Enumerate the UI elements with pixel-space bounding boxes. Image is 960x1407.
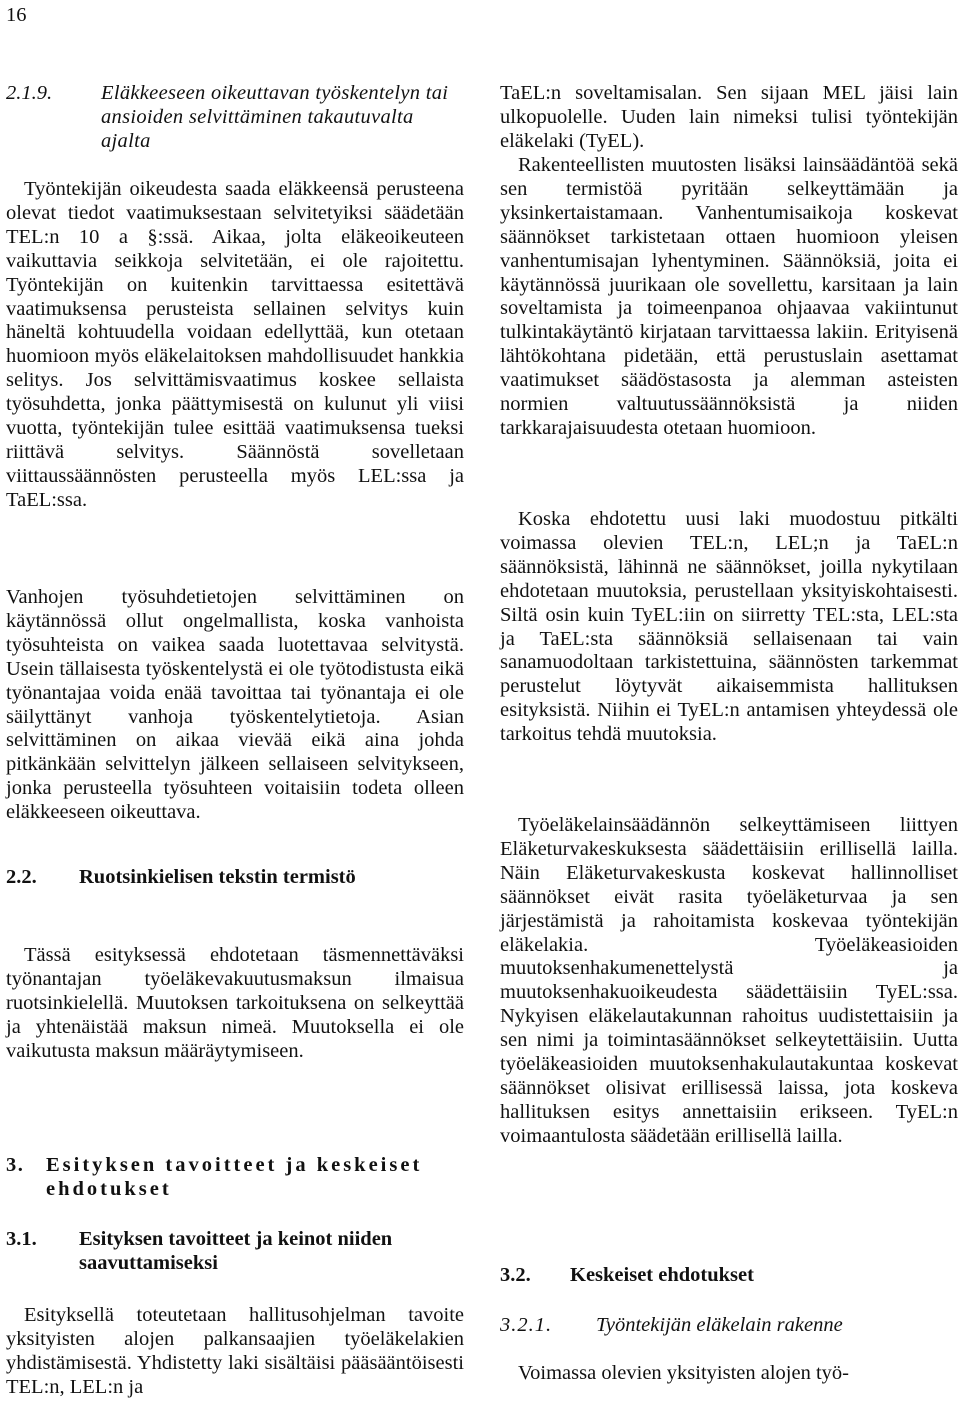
- section-title: Eläkkeeseen oikeuttavan työskentelyn tai ansioiden selvittäminen takautuvalta ajalta: [101, 82, 449, 152]
- paragraph: TaEL:n soveltamisalan. Sen sijaan MEL jäisi lain ulkopuolelle. Uuden lain nimeksi tulisi työntekijän eläkelaki (TyEL).: [500, 82, 958, 152]
- paragraph: Rakenteellisten muutosten lisäksi lainsäädäntöä sekä sen termistöä pyritään selkeyttämään ja yksinkertaistamaan. Vanhentumisaikoja koskevat säännökset tarkistetaan ottaen huomioon yleisen vanhentumisajan lyhentyminen. Säännöksiä, joita ei käytännössä juurikaan ole sovellettu, karsitaan ja lain soveltamista ja toimeenpanoa ohjaavaa vakiintunut tulkintakäytäntö kirjataan tarvittaessa lakiin. Erityisenä lähtökohtana pidetään, että perustuslain asettamat vaatimukset säädöstasosta ja alemman asteisten normien valtuutussäännöksistä ja niiden tarkkarajaisuudesta otetaan huomioon.: [500, 154, 958, 439]
- section-heading-2-2: [6, 866, 464, 890]
- section-title: Työntekijän eläkelain rakenne: [596, 1314, 843, 1336]
- section-heading-3-2: [500, 1264, 958, 1288]
- paragraph: Työeläkelainsäädännön selkeyttämiseen liittyen Eläketurvakeskuksesta säädettäisiin erillisellä lailla. Näin Eläketurvakeskusta koskevat hallinnolliset säännökset eivät rasita työeläketurvaa ja sen järjestämistä ja rahoitamista koskevaa työntekijän eläkelakia. Työeläkeasioiden muutoksenhakumenettelystä ja muutoksenhakuoikeudesta säädettäisiin TyEL:ssa. Nykyisen eläkelautakunnan rahoitus uudistettaisiin ja sen nimi ja toimintasäännökset selkeytettäisiin. Uutta työeläkeasioiden muutoksenhakulautakuntaa koskevat säännökset olisivat erillisessä laissa, jota koskeva hallituksen esitys annettaisiin erikseen. TyEL:n voimaantulosta säädetään erillisellä lailla.: [500, 814, 958, 1147]
- chapter-heading-3: [6, 1154, 464, 1202]
- section-number: 3.2.1.: [500, 1314, 553, 1336]
- section-title: Keskeiset ehdotukset: [570, 1264, 754, 1286]
- section-title: Esityksen tavoitteet ja keinot niiden saavuttamiseksi: [79, 1228, 393, 1274]
- page-number: 16: [6, 4, 27, 26]
- section-heading-3-1: [6, 1228, 464, 1276]
- section-number: 3.2.: [500, 1264, 531, 1286]
- paragraph: Koska ehdotettu uusi laki muodostuu pitkälti voimassa olevien TEL:n, LEL;n ja TaEL:n säännöksistä, lähinnä ne säännökset, joilla nykytilaan ehdotetaan muutoksia, perustellaan yksityiskohtaisesti. Siltä osin kuin TyEL:iin on siirretty TEL:sta, LEL:sta ja TaEL:sta säännöksiä sellaisenaan tai vain sanamuodoltaan tarkistettuina, säännösten tarkemmat perustelut löytyvät aikaisemmista hallituksen esityksistä. Niihin ei TyEL:n antamisen yhteydessä ole tarkoitus tehdä muutoksia.: [500, 508, 958, 746]
- paragraph: Työntekijän oikeudesta saada eläkkeensä perusteena olevat tiedot vaatimuksestaan selvitetyiksi säädetään TEL:n 10 a §:ssä. Aikaa, jolta eläkeoikeuteen vaikuttavia seikkoja selvitetään, ei ole rajoitettu. Työntekijän on kuitenkin tarvittaessa esitettävä vaatimuksensa perusteista sellainen selvitys kuin häneltä kohtuudella voidaan edellyttää, kun otetaan huomioon myös eläkelaitoksen mahdollisuudet hankkia selitys. Jos selvittämisvaatimus koskee sellaista työsuhdetta, jonka päättymisestä on kulunut yli viisi vuotta, työntekijän tulee esittää vaatimuksensa tueksi riittävä selvitys. Säännöstä sovelletaan viittaussäännösten perusteella myös LEL:ssa ja TaEL:ssa.: [6, 178, 464, 511]
- section-title: Esityksen tavoitteet ja keskeiset ehdotukset: [46, 1154, 423, 1200]
- section-number: 3.1.: [6, 1228, 37, 1250]
- section-title: Ruotsinkielisen tekstin termistö: [79, 866, 356, 888]
- paragraph: Voimassa olevien yksityisten alojen työ-: [518, 1362, 849, 1384]
- section-heading-3-2-1: [500, 1314, 958, 1338]
- section-number: 2.1.9.: [6, 82, 53, 104]
- section-heading-2-1-9: [6, 82, 464, 154]
- paragraph: Tässä esityksessä ehdotetaan täsmennettäväksi työnantajan työeläkevakuutusmaksun ilmaisua ruotsinkielellä. Muutoksen tarkoituksena on selkeyttää ja yhtenäistää maksun nimeä. Muutoksella ei ole vaikutusta maksun määräytymiseen.: [6, 944, 464, 1062]
- paragraph: Vanhojen työsuhdetietojen selvittäminen on käytännössä ollut ongelmallista, koska vanhoista työsuhteista on vaikea saada luotettavaa selvitystä. Usein tällaisesta työskentelystä ei ole työtodistusta eikä työnantajaa voida enää tavoittaa tai työnantaja ei ole säilyttänyt vanhoja työskentelytietoja. Asian selvittäminen on aikaa vievää eikä aina johda pitkänkään selvittelyn jälkeen sellaiseen selvitykseen, jonka perusteella työsuhteen voitaisiin todeta olleen eläkkeeseen oikeuttava.: [6, 586, 464, 824]
- section-number: 3.: [6, 1154, 25, 1176]
- paragraph: Esityksellä toteutetaan hallitusohjelman tavoite yksityisten alojen palkansaajien työeläkelakien yhdistämisestä. Yhdistetty laki sisältäisi pääsääntöisesti TEL:n, LEL:n ja: [6, 1304, 464, 1398]
- section-number: 2.2.: [6, 866, 37, 888]
